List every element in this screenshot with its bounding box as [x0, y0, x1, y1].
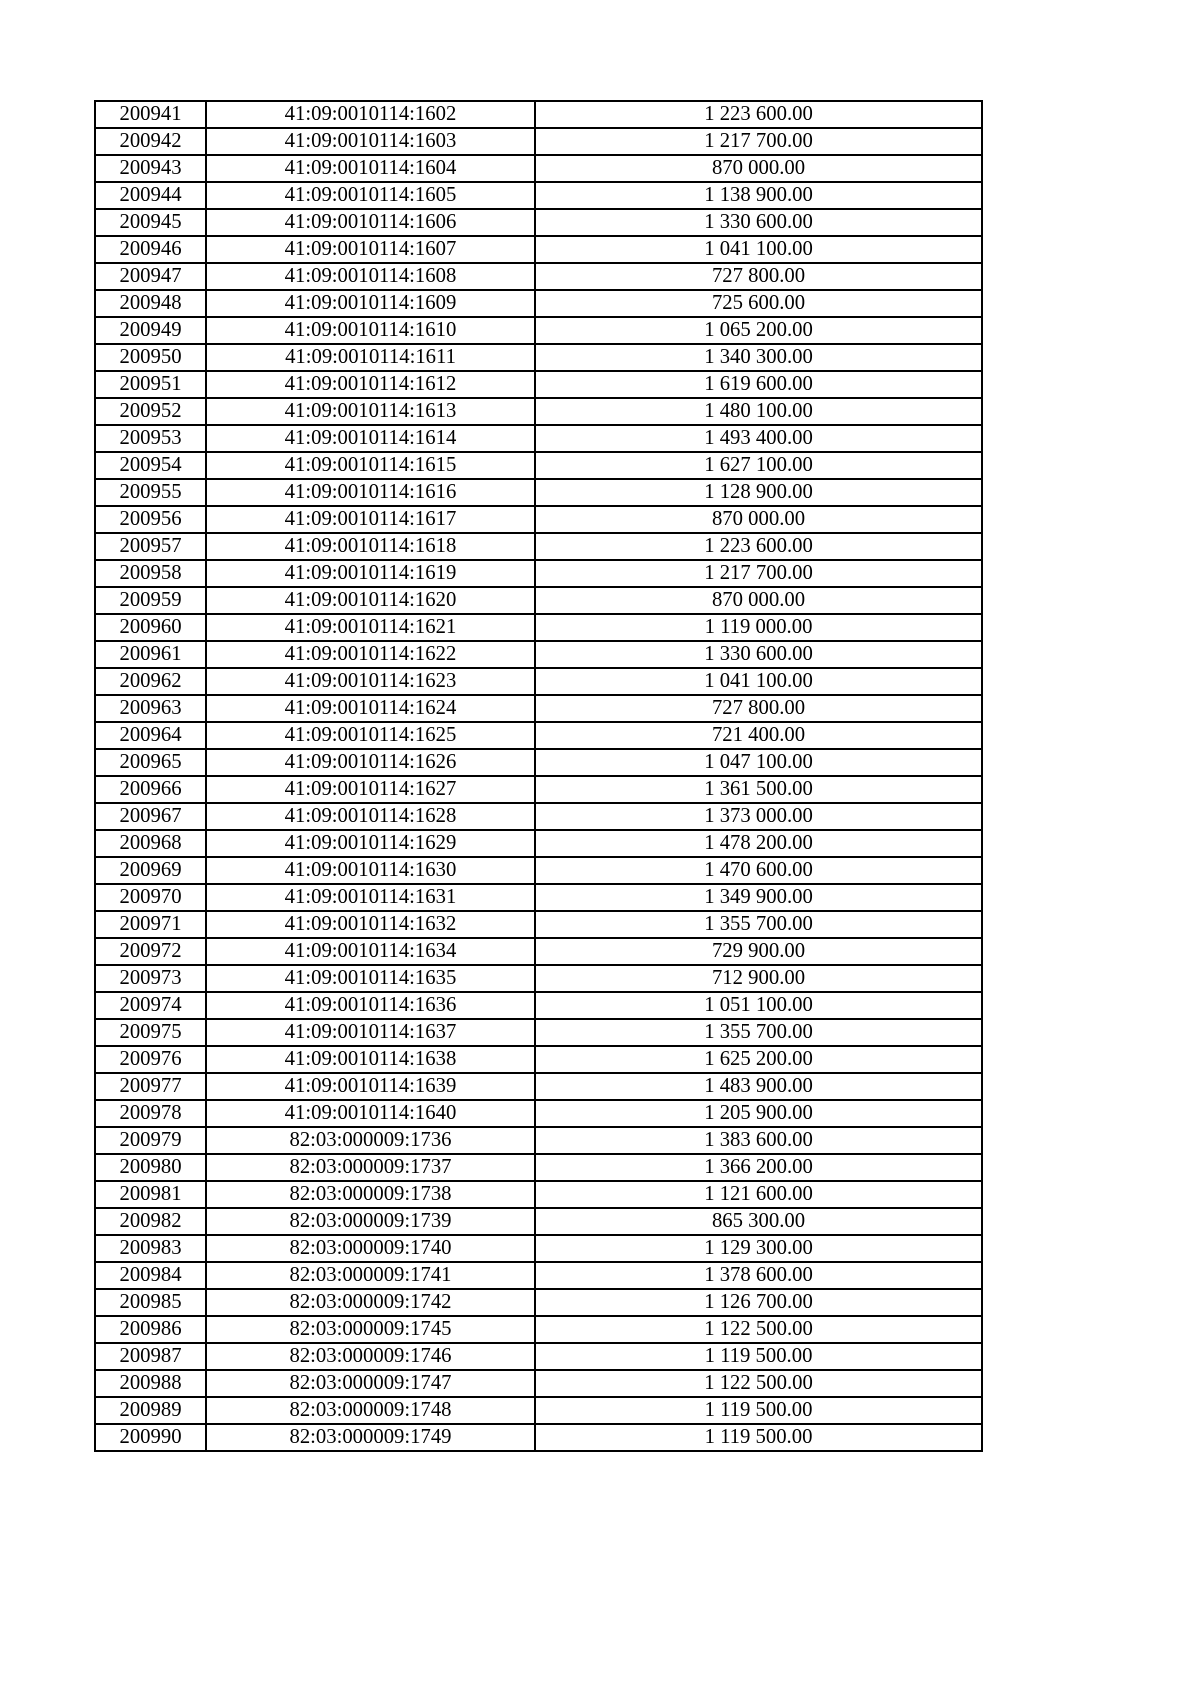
row-id-cell: 200956	[95, 506, 206, 533]
value-cell: 1 217 700.00	[535, 560, 982, 587]
table-row	[95, 155, 982, 182]
row-id-cell: 200974	[95, 992, 206, 1019]
row-id-cell: 200947	[95, 263, 206, 290]
table-row	[95, 965, 982, 992]
table-row	[95, 668, 982, 695]
value-cell: 1 619 600.00	[535, 371, 982, 398]
table-row	[95, 749, 982, 776]
table-row	[95, 695, 982, 722]
cadastral-number-cell: 41:09:0010114:1629	[206, 830, 535, 857]
cadastral-number-cell: 82:03:000009:1749	[206, 1424, 535, 1451]
cadastral-number-cell: 41:09:0010114:1607	[206, 236, 535, 263]
value-cell: 712 900.00	[535, 965, 982, 992]
value-cell: 1 355 700.00	[535, 911, 982, 938]
row-id-cell: 200973	[95, 965, 206, 992]
table-row	[95, 614, 982, 641]
table-row	[95, 128, 982, 155]
table-row	[95, 398, 982, 425]
value-cell: 1 330 600.00	[535, 641, 982, 668]
table-row	[95, 884, 982, 911]
value-cell: 870 000.00	[535, 155, 982, 182]
value-cell: 1 223 600.00	[535, 533, 982, 560]
table-row	[95, 641, 982, 668]
value-cell: 1 119 500.00	[535, 1343, 982, 1370]
cadastral-number-cell: 41:09:0010114:1616	[206, 479, 535, 506]
value-cell: 1 378 600.00	[535, 1262, 982, 1289]
value-cell: 1 493 400.00	[535, 425, 982, 452]
row-id-cell: 200975	[95, 1019, 206, 1046]
table-row	[95, 236, 982, 263]
value-cell: 1 119 000.00	[535, 614, 982, 641]
data-table	[94, 100, 983, 1452]
value-cell: 721 400.00	[535, 722, 982, 749]
row-id-cell: 200977	[95, 1073, 206, 1100]
cadastral-number-cell: 82:03:000009:1742	[206, 1289, 535, 1316]
row-id-cell: 200980	[95, 1154, 206, 1181]
cadastral-number-cell: 41:09:0010114:1627	[206, 776, 535, 803]
value-cell: 1 383 600.00	[535, 1127, 982, 1154]
value-cell: 727 800.00	[535, 695, 982, 722]
value-cell: 1 217 700.00	[535, 128, 982, 155]
table-row	[95, 722, 982, 749]
row-id-cell: 200943	[95, 155, 206, 182]
table-row	[95, 587, 982, 614]
table-row	[95, 425, 982, 452]
row-id-cell: 200952	[95, 398, 206, 425]
row-id-cell: 200960	[95, 614, 206, 641]
table-row	[95, 560, 982, 587]
row-id-cell: 200954	[95, 452, 206, 479]
value-cell: 1 366 200.00	[535, 1154, 982, 1181]
row-id-cell: 200951	[95, 371, 206, 398]
value-cell: 1 625 200.00	[535, 1046, 982, 1073]
cadastral-number-cell: 41:09:0010114:1636	[206, 992, 535, 1019]
table-row	[95, 263, 982, 290]
table-row	[95, 1019, 982, 1046]
row-id-cell: 200969	[95, 857, 206, 884]
cadastral-number-cell: 41:09:0010114:1610	[206, 317, 535, 344]
value-cell: 1 041 100.00	[535, 236, 982, 263]
table-row	[95, 776, 982, 803]
table-body	[95, 101, 982, 1451]
row-id-cell: 200965	[95, 749, 206, 776]
value-cell: 1 119 500.00	[535, 1424, 982, 1451]
cadastral-number-cell: 41:09:0010114:1631	[206, 884, 535, 911]
cadastral-number-cell: 41:09:0010114:1621	[206, 614, 535, 641]
value-cell: 1 122 500.00	[535, 1316, 982, 1343]
table-row	[95, 803, 982, 830]
row-id-cell: 200967	[95, 803, 206, 830]
table-row	[95, 101, 982, 128]
table-row	[95, 290, 982, 317]
value-cell: 1 119 500.00	[535, 1397, 982, 1424]
table-row	[95, 452, 982, 479]
value-cell: 1 051 100.00	[535, 992, 982, 1019]
cadastral-number-cell: 82:03:000009:1739	[206, 1208, 535, 1235]
value-cell: 1 129 300.00	[535, 1235, 982, 1262]
cadastral-number-cell: 82:03:000009:1738	[206, 1181, 535, 1208]
cadastral-number-cell: 82:03:000009:1745	[206, 1316, 535, 1343]
row-id-cell: 200972	[95, 938, 206, 965]
value-cell: 1 138 900.00	[535, 182, 982, 209]
row-id-cell: 200987	[95, 1343, 206, 1370]
table-row	[95, 1397, 982, 1424]
value-cell: 1 122 500.00	[535, 1370, 982, 1397]
value-cell: 725 600.00	[535, 290, 982, 317]
value-cell: 1 478 200.00	[535, 830, 982, 857]
value-cell: 870 000.00	[535, 506, 982, 533]
value-cell: 1 340 300.00	[535, 344, 982, 371]
row-id-cell: 200964	[95, 722, 206, 749]
cadastral-number-cell: 41:09:0010114:1608	[206, 263, 535, 290]
row-id-cell: 200958	[95, 560, 206, 587]
table-row	[95, 911, 982, 938]
row-id-cell: 200971	[95, 911, 206, 938]
value-cell: 1 373 000.00	[535, 803, 982, 830]
row-id-cell: 200955	[95, 479, 206, 506]
value-cell: 1 041 100.00	[535, 668, 982, 695]
table-row	[95, 1343, 982, 1370]
value-cell: 1 483 900.00	[535, 1073, 982, 1100]
value-cell: 865 300.00	[535, 1208, 982, 1235]
value-cell: 1 349 900.00	[535, 884, 982, 911]
row-id-cell: 200948	[95, 290, 206, 317]
value-cell: 1 205 900.00	[535, 1100, 982, 1127]
table-row	[95, 1046, 982, 1073]
row-id-cell: 200968	[95, 830, 206, 857]
value-cell: 1 065 200.00	[535, 317, 982, 344]
cadastral-number-cell: 41:09:0010114:1605	[206, 182, 535, 209]
table-row	[95, 479, 982, 506]
table-row	[95, 1127, 982, 1154]
value-cell: 870 000.00	[535, 587, 982, 614]
row-id-cell: 200941	[95, 101, 206, 128]
cadastral-number-cell: 82:03:000009:1737	[206, 1154, 535, 1181]
value-cell: 1 330 600.00	[535, 209, 982, 236]
value-cell: 1 128 900.00	[535, 479, 982, 506]
row-id-cell: 200979	[95, 1127, 206, 1154]
row-id-cell: 200946	[95, 236, 206, 263]
table-row	[95, 1289, 982, 1316]
row-id-cell: 200985	[95, 1289, 206, 1316]
row-id-cell: 200990	[95, 1424, 206, 1451]
value-cell: 1 126 700.00	[535, 1289, 982, 1316]
table-row	[95, 1154, 982, 1181]
cadastral-number-cell: 41:09:0010114:1602	[206, 101, 535, 128]
table-row	[95, 344, 982, 371]
table-row	[95, 371, 982, 398]
cadastral-number-cell: 41:09:0010114:1637	[206, 1019, 535, 1046]
row-id-cell: 200981	[95, 1181, 206, 1208]
value-cell: 1 223 600.00	[535, 101, 982, 128]
cadastral-number-cell: 41:09:0010114:1615	[206, 452, 535, 479]
cadastral-number-cell: 41:09:0010114:1626	[206, 749, 535, 776]
table-row	[95, 857, 982, 884]
row-id-cell: 200961	[95, 641, 206, 668]
row-id-cell: 200982	[95, 1208, 206, 1235]
cadastral-number-cell: 82:03:000009:1740	[206, 1235, 535, 1262]
table-row	[95, 317, 982, 344]
cadastral-number-cell: 41:09:0010114:1632	[206, 911, 535, 938]
value-cell: 1 627 100.00	[535, 452, 982, 479]
row-id-cell: 200957	[95, 533, 206, 560]
cadastral-number-cell: 82:03:000009:1748	[206, 1397, 535, 1424]
cadastral-number-cell: 41:09:0010114:1640	[206, 1100, 535, 1127]
table-row	[95, 992, 982, 1019]
table-row	[95, 1370, 982, 1397]
cadastral-number-cell: 41:09:0010114:1620	[206, 587, 535, 614]
row-id-cell: 200966	[95, 776, 206, 803]
table-row	[95, 938, 982, 965]
row-id-cell: 200949	[95, 317, 206, 344]
value-cell: 1 047 100.00	[535, 749, 982, 776]
cadastral-number-cell: 82:03:000009:1741	[206, 1262, 535, 1289]
table-row	[95, 1181, 982, 1208]
table-row	[95, 1208, 982, 1235]
table-row	[95, 533, 982, 560]
cadastral-number-cell: 41:09:0010114:1613	[206, 398, 535, 425]
table-row	[95, 1424, 982, 1451]
row-id-cell: 200989	[95, 1397, 206, 1424]
table-row	[95, 1073, 982, 1100]
cadastral-number-cell: 41:09:0010114:1619	[206, 560, 535, 587]
cadastral-number-cell: 41:09:0010114:1634	[206, 938, 535, 965]
cadastral-number-cell: 82:03:000009:1747	[206, 1370, 535, 1397]
cadastral-number-cell: 41:09:0010114:1603	[206, 128, 535, 155]
table-row	[95, 1262, 982, 1289]
row-id-cell: 200950	[95, 344, 206, 371]
table-row	[95, 1100, 982, 1127]
cadastral-number-cell: 41:09:0010114:1609	[206, 290, 535, 317]
table-row	[95, 209, 982, 236]
cadastral-number-cell: 41:09:0010114:1614	[206, 425, 535, 452]
row-id-cell: 200962	[95, 668, 206, 695]
cadastral-number-cell: 41:09:0010114:1617	[206, 506, 535, 533]
row-id-cell: 200959	[95, 587, 206, 614]
cadastral-number-cell: 41:09:0010114:1604	[206, 155, 535, 182]
table-row	[95, 830, 982, 857]
row-id-cell: 200942	[95, 128, 206, 155]
table-row	[95, 182, 982, 209]
value-cell: 729 900.00	[535, 938, 982, 965]
cadastral-number-cell: 82:03:000009:1746	[206, 1343, 535, 1370]
value-cell: 1 121 600.00	[535, 1181, 982, 1208]
row-id-cell: 200976	[95, 1046, 206, 1073]
row-id-cell: 200953	[95, 425, 206, 452]
cadastral-number-cell: 82:03:000009:1736	[206, 1127, 535, 1154]
cadastral-number-cell: 41:09:0010114:1624	[206, 695, 535, 722]
row-id-cell: 200983	[95, 1235, 206, 1262]
cadastral-number-cell: 41:09:0010114:1635	[206, 965, 535, 992]
table-row	[95, 506, 982, 533]
value-cell: 727 800.00	[535, 263, 982, 290]
row-id-cell: 200988	[95, 1370, 206, 1397]
value-cell: 1 361 500.00	[535, 776, 982, 803]
row-id-cell: 200970	[95, 884, 206, 911]
row-id-cell: 200945	[95, 209, 206, 236]
cadastral-number-cell: 41:09:0010114:1639	[206, 1073, 535, 1100]
cadastral-number-cell: 41:09:0010114:1630	[206, 857, 535, 884]
cadastral-number-cell: 41:09:0010114:1638	[206, 1046, 535, 1073]
row-id-cell: 200978	[95, 1100, 206, 1127]
row-id-cell: 200944	[95, 182, 206, 209]
value-cell: 1 355 700.00	[535, 1019, 982, 1046]
cadastral-number-cell: 41:09:0010114:1623	[206, 668, 535, 695]
row-id-cell: 200984	[95, 1262, 206, 1289]
cadastral-number-cell: 41:09:0010114:1622	[206, 641, 535, 668]
row-id-cell: 200986	[95, 1316, 206, 1343]
cadastral-number-cell: 41:09:0010114:1625	[206, 722, 535, 749]
table-row	[95, 1316, 982, 1343]
cadastral-number-cell: 41:09:0010114:1606	[206, 209, 535, 236]
cadastral-number-cell: 41:09:0010114:1628	[206, 803, 535, 830]
cadastral-number-cell: 41:09:0010114:1611	[206, 344, 535, 371]
value-cell: 1 480 100.00	[535, 398, 982, 425]
row-id-cell: 200963	[95, 695, 206, 722]
cadastral-number-cell: 41:09:0010114:1612	[206, 371, 535, 398]
cadastral-number-cell: 41:09:0010114:1618	[206, 533, 535, 560]
table-row	[95, 1235, 982, 1262]
value-cell: 1 470 600.00	[535, 857, 982, 884]
